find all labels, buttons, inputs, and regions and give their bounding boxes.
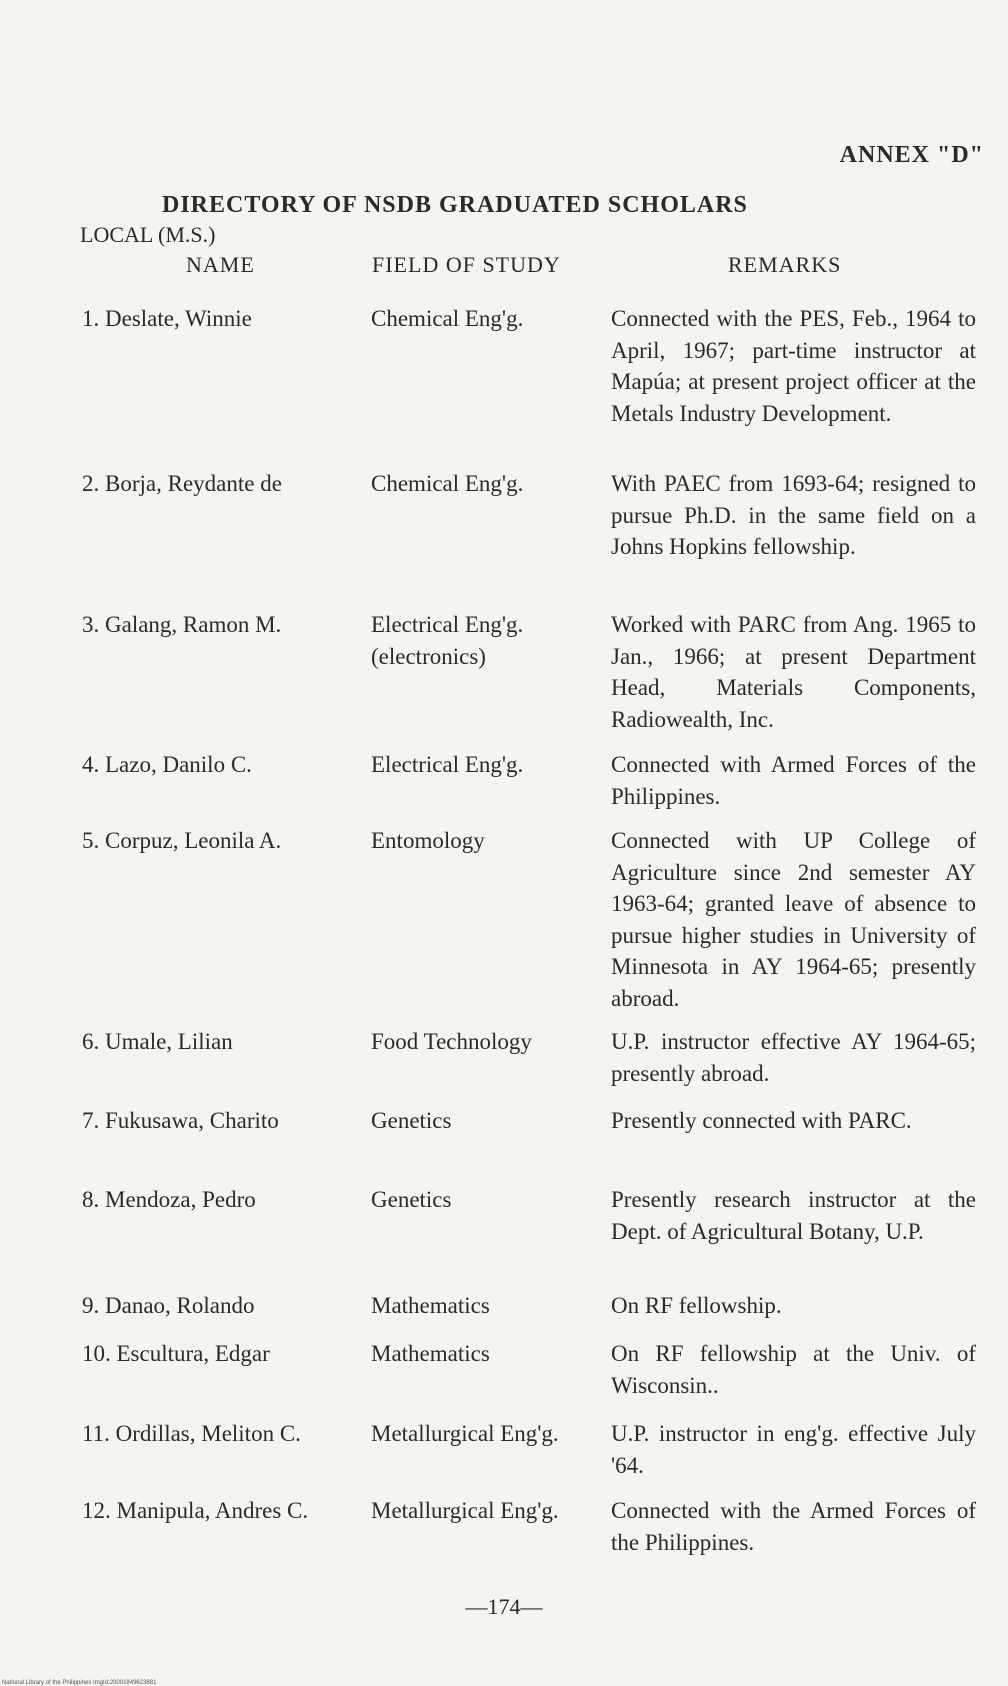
scholar-name: 9. Danao, Rolando [82,1293,255,1318]
remarks: On RF fellowship. [611,1293,782,1318]
page-number: —174— [465,1594,543,1619]
scholar-name: 3. Galang, Ramon M. [82,612,282,637]
scholar-name: 6. Umale, Lilian [82,1029,233,1054]
header-field: FIELD OF STUDY [372,252,561,277]
section-subtitle: LOCAL (M.S.) [80,222,216,247]
field-of-study: Mathematics [371,1293,490,1318]
field-of-study: Electrical Eng'g. (electronics) [371,612,524,669]
remarks: Connected with the Armed Forces of the Philippines. [611,1498,976,1555]
remarks: With PAEC from 1693-64; resigned to pursue Ph.D. in the same field on a Johns Hopkins fellowship. [611,471,976,559]
remarks: U.P. instructor effective AY 1964-65; presently abroad. [611,1029,976,1086]
field-of-study: Metallurgical Eng'g. [371,1421,559,1446]
scan-footer: National Library of the Philippines ImgId:20001849623881 [2,1680,157,1686]
field-of-study: Electrical Eng'g. [371,752,524,777]
remarks: Connected with the PES, Feb., 1964 to April, 1967; part-time instructor at Mapúa; at present project officer at the Metals Industry Development. [611,306,976,426]
scholar-name: 10. Escultura, Edgar [82,1341,270,1366]
field-of-study: Entomology [371,828,485,853]
remarks: On RF fellowship at the Univ. of Wisconsin.. [611,1341,976,1398]
field-of-study: Food Technology [371,1029,532,1054]
remarks: U.P. instructor in eng'g. effective July '64. [611,1421,976,1478]
scholar-name: 4. Lazo, Danilo C. [82,752,252,777]
scholar-name: 5. Corpuz, Leonila A. [82,828,282,853]
scholar-name: 7. Fukusawa, Charito [82,1108,279,1133]
field-of-study: Metallurgical Eng'g. [371,1498,559,1523]
annex-label: ANNEX "D" [839,142,984,168]
remarks: Connected with UP College of Agriculture since 2nd semester AY 1963-64; granted leave of absence to pursue higher studies in University of Minnesota in AY 1964-65; presently abroad. [611,828,976,1011]
remarks: Presently research instructor at the Dept. of Agricultural Botany, U.P. [611,1187,976,1244]
remarks: Worked with PARC from Ang. 1965 to Jan., 1966; at present Department Head, Materials Components, Radiowealth, Inc. [611,612,976,732]
field-of-study: Genetics [371,1187,452,1212]
scholar-name: 8. Mendoza, Pedro [82,1187,256,1212]
scholar-name: 12. Manipula, Andres C. [82,1498,309,1523]
header-name: NAME [186,252,255,277]
scholar-name: 11. Ordillas, Meliton C. [82,1421,301,1446]
field-of-study: Chemical Eng'g. [371,471,524,496]
column-headers [0,252,1008,288]
remarks: Connected with Armed Forces of the Philippines. [611,752,976,809]
field-of-study: Chemical Eng'g. [371,306,524,331]
document-title: DIRECTORY OF NSDB GRADUATED SCHOLARS [162,192,748,218]
scholar-name: 2. Borja, Reydante de [82,471,282,496]
scholar-name: 1. Deslate, Winnie [82,306,252,331]
field-of-study: Mathematics [371,1341,490,1366]
field-of-study: Genetics [371,1108,452,1133]
header-remarks: REMARKS [728,252,842,277]
remarks: Presently connected with PARC. [611,1108,912,1133]
